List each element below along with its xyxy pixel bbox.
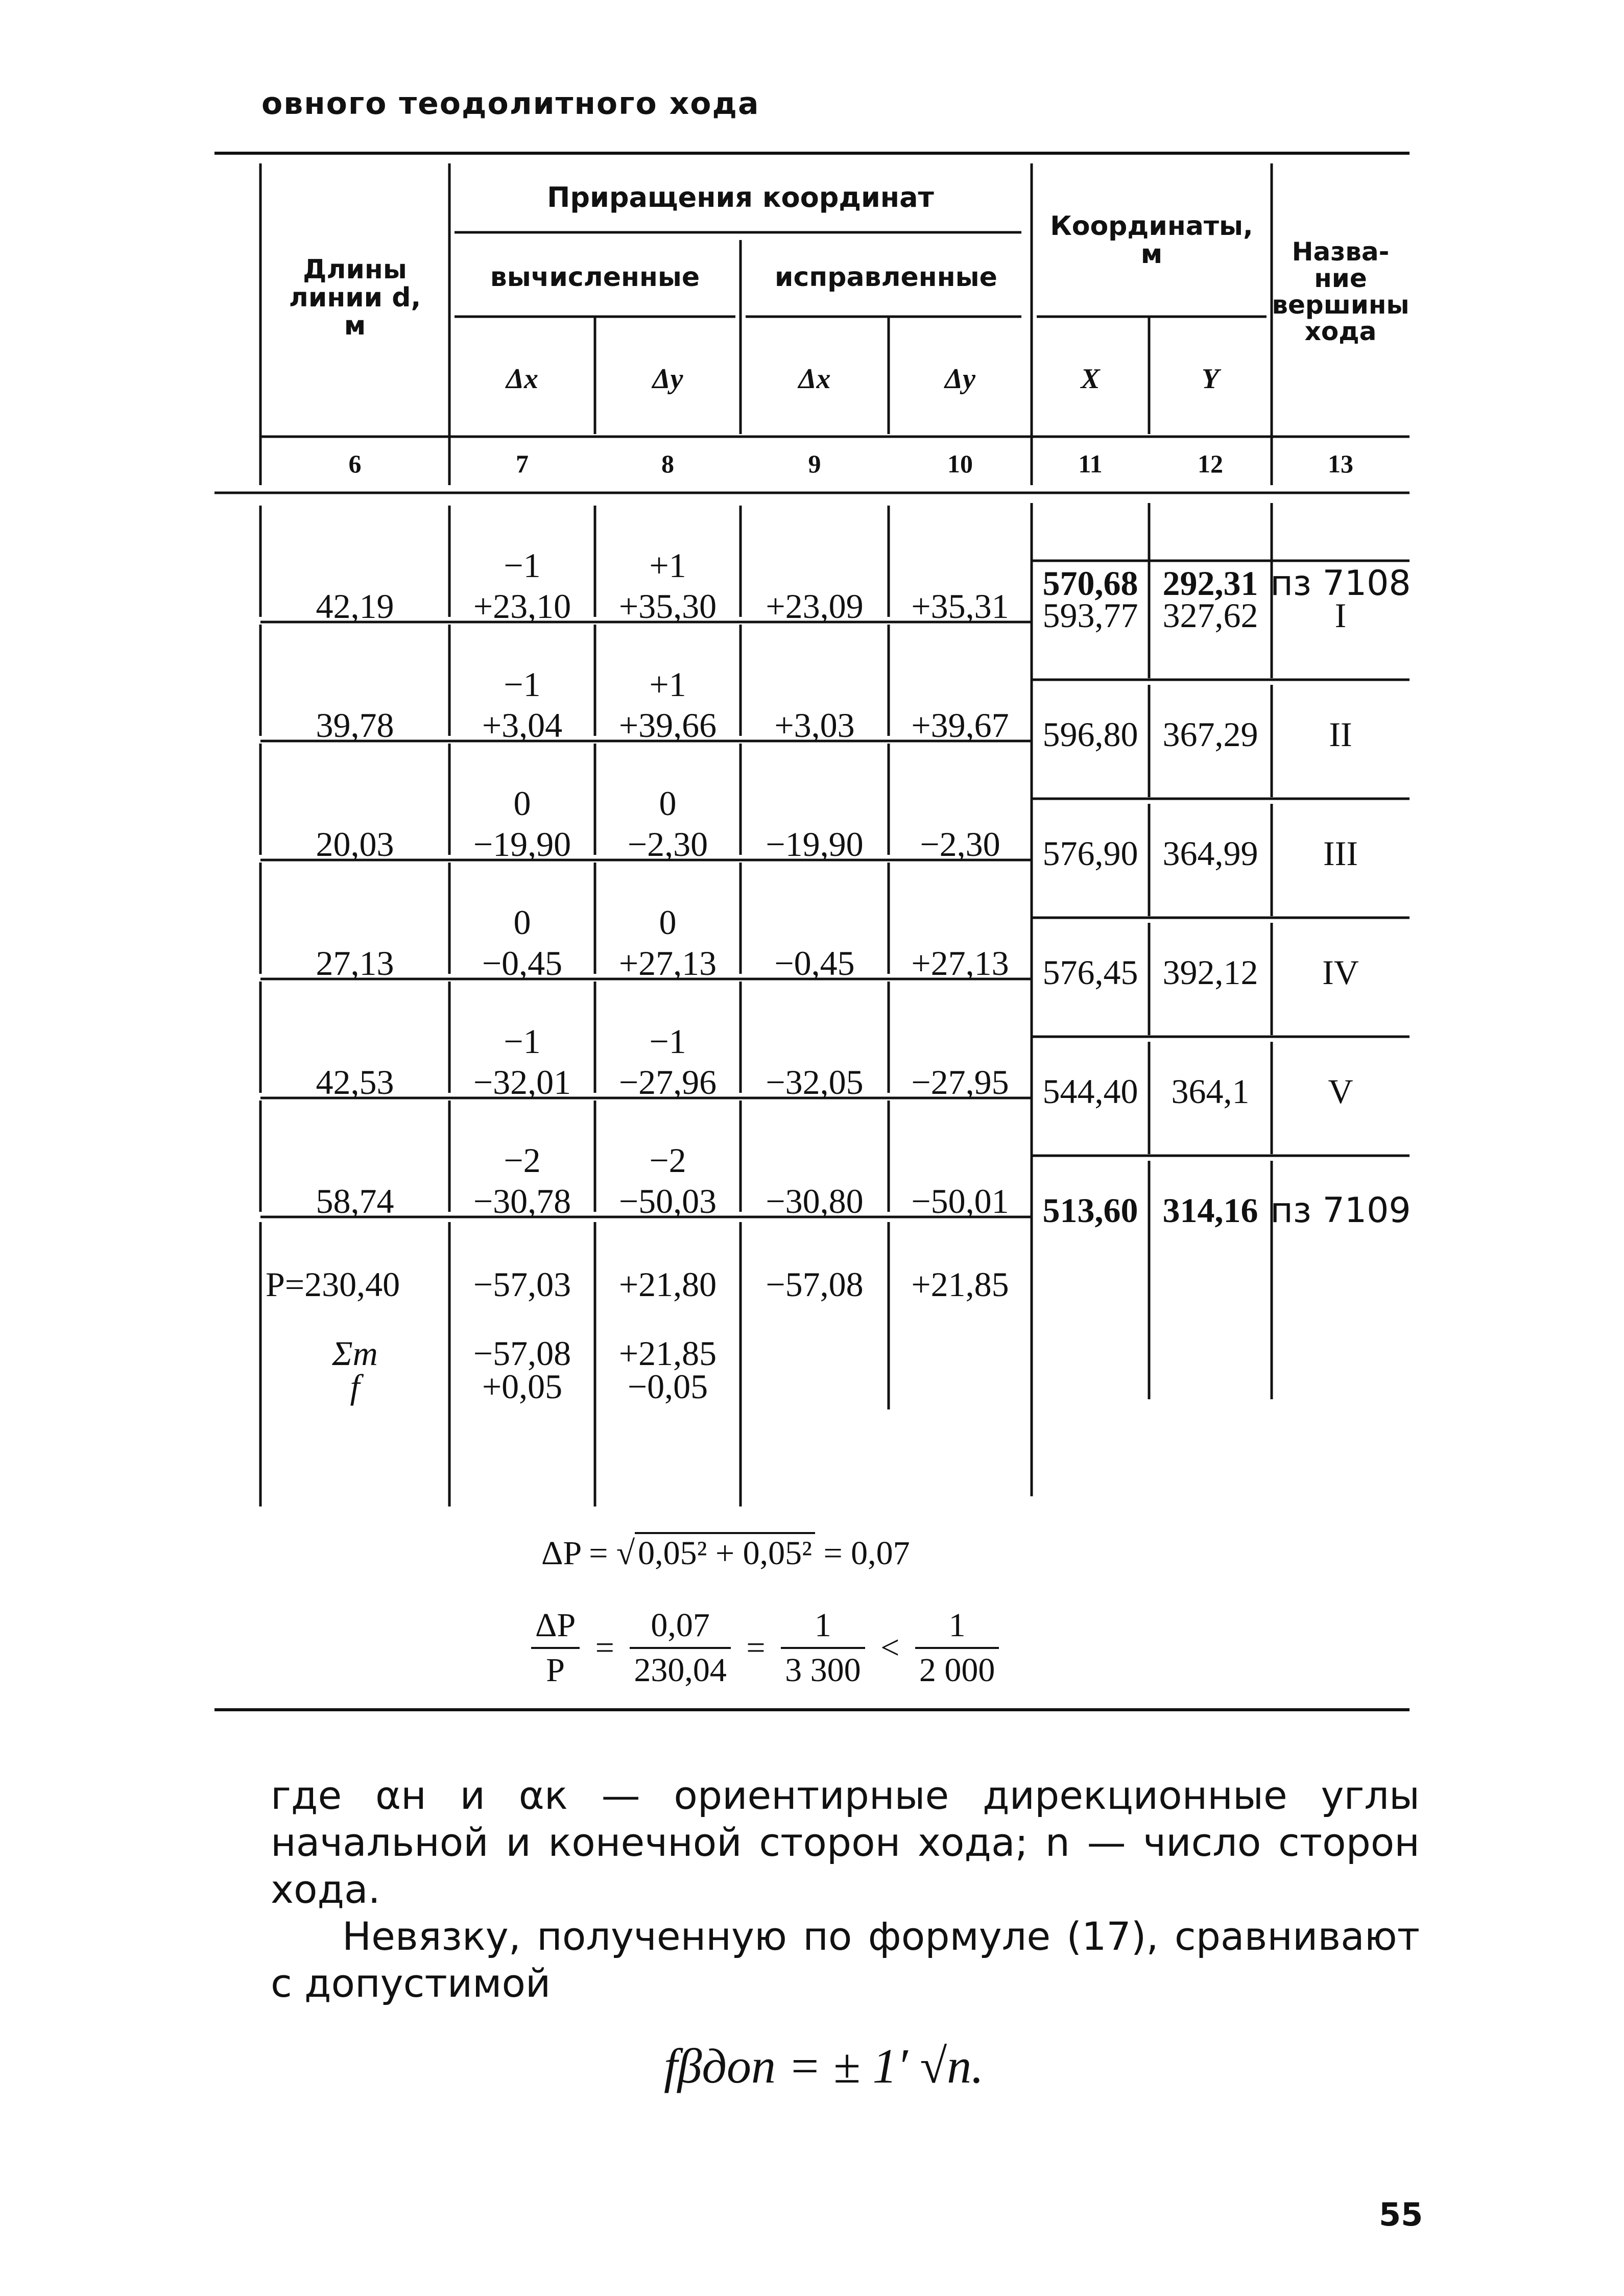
fraction-value [630, 1606, 731, 1690]
misclosure-dy: −0,05 [627, 1367, 708, 1406]
coordinate-y: 364,1 [1171, 1072, 1250, 1111]
dy-corrected: +35,31 [911, 587, 1009, 626]
perimeter: P=230,40 [266, 1265, 400, 1304]
page-title: овного теодолитного хода [261, 86, 760, 122]
sum-theoretical-label: Σт [332, 1334, 378, 1373]
final-formula: fβдоп = ± 1′ √n. [664, 2039, 984, 2093]
dy-correction: +1 [649, 546, 686, 585]
length-value: 58,74 [316, 1182, 394, 1221]
dx-corrected: +3,03 [774, 706, 855, 745]
sum-dy-calculated: +21,80 [618, 1265, 717, 1304]
length-value: 42,19 [316, 587, 394, 626]
fraction-numerator: 0,07 [630, 1606, 731, 1649]
dy-correction: +1 [649, 665, 686, 704]
bottom-rule [214, 1708, 1410, 1711]
length-value: 27,13 [316, 944, 394, 983]
dx-calculated: +23,10 [473, 587, 571, 626]
header-calculated: вычисленные [490, 262, 700, 293]
sum-dx-calculated: −57,03 [473, 1265, 571, 1304]
dy-calculated: −50,03 [618, 1182, 717, 1221]
length-value: 39,78 [316, 706, 394, 745]
vertex-name: V [1328, 1072, 1353, 1111]
fraction-denominator: 2 000 [919, 1652, 995, 1689]
header-dx: Δx [506, 363, 539, 395]
dy-calculated: +39,66 [618, 706, 717, 745]
equals-sign: = [595, 1629, 614, 1666]
dx-correction: −2 [504, 1141, 541, 1180]
vertex-name: пз 7108 [1270, 563, 1411, 604]
sqrt-sign: √ [616, 1535, 635, 1572]
dy-correction: −1 [649, 1022, 686, 1061]
coordinate-x: 570,68 [1042, 564, 1138, 603]
dx-calculated: −19,90 [473, 825, 571, 864]
header-vertex: вершины [1272, 290, 1410, 320]
fraction-dp-p [531, 1606, 580, 1690]
dx-corrected: −32,05 [766, 1063, 864, 1102]
column-number: 6 [348, 449, 362, 478]
dy-corrected: −2,30 [920, 825, 1000, 864]
dy-corrected: +27,13 [911, 944, 1009, 983]
header-dy: Δy [652, 363, 683, 395]
fraction-numerator: 1 [915, 1606, 999, 1649]
column-number: 10 [947, 449, 973, 478]
misclosure-dx: +0,05 [482, 1367, 563, 1406]
coordinate-y: 314,16 [1162, 1191, 1258, 1230]
vertex-name: III [1323, 834, 1358, 873]
dx-correction: 0 [513, 903, 531, 942]
dy-corrected: +39,67 [911, 706, 1009, 745]
dx-correction: −1 [504, 1022, 541, 1061]
fraction-denominator: 230,04 [634, 1652, 727, 1689]
equals-sign: = [746, 1629, 766, 1666]
fraction-relative [781, 1606, 865, 1690]
length-value: 42,53 [316, 1063, 394, 1102]
fraction-allowed [915, 1606, 999, 1690]
column-number: 8 [661, 449, 674, 478]
dx-correction: 0 [513, 784, 531, 823]
coordinate-x: 576,90 [1042, 834, 1138, 873]
paragraph-2: Невязку, полученную по формуле (17), сравнивают с допустимой [271, 1914, 1420, 2006]
dx-corrected: +23,09 [766, 587, 864, 626]
header-dx: Δx [798, 363, 831, 395]
dx-corrected: −0,45 [774, 944, 855, 983]
dy-corrected: −27,95 [911, 1063, 1009, 1102]
dx-corrected: −19,90 [766, 825, 864, 864]
header-coordinates: м [1140, 239, 1163, 270]
header-corrected: исправленные [775, 262, 997, 293]
dy-correction: 0 [659, 784, 677, 823]
formula-delta-p-left: ΔP = [541, 1535, 608, 1572]
dx-corrected: −30,80 [766, 1182, 864, 1221]
dx-correction: −1 [504, 665, 541, 704]
column-number: 9 [808, 449, 821, 478]
header-vertex: хода [1304, 317, 1377, 346]
coordinate-x: 596,80 [1042, 715, 1138, 754]
dx-calculated: −0,45 [482, 944, 563, 983]
dy-calculated: +27,13 [618, 944, 717, 983]
header-lengths: Длины [303, 254, 407, 285]
column-number: 7 [516, 449, 529, 478]
formula-ratio [531, 1606, 999, 1690]
fraction-numerator: ΔP [531, 1606, 580, 1649]
dy-calculated: −2,30 [627, 825, 708, 864]
header-vertex: ние [1314, 264, 1367, 293]
header-lengths: линии d, [289, 282, 421, 313]
coordinate-y: 392,12 [1162, 953, 1258, 992]
dy-calculated: +35,30 [618, 587, 717, 626]
coordinate-y: 292,31 [1162, 564, 1258, 603]
column-number: 12 [1198, 449, 1223, 478]
coordinate-x: 593,77 [1042, 596, 1138, 635]
column-number: 13 [1328, 449, 1353, 478]
header-increments: Приращения координат [547, 181, 934, 213]
header-lengths: м [344, 310, 366, 341]
fraction-numerator: 1 [781, 1606, 865, 1649]
formula-radicand: 0,05² + 0,05² [635, 1532, 815, 1573]
dx-calculated: +3,04 [482, 706, 563, 745]
vertex-name: IV [1322, 953, 1359, 992]
sum-dy-corrected: +21,85 [911, 1265, 1009, 1304]
coordinate-y: 364,99 [1162, 834, 1258, 873]
less-than-sign: < [880, 1629, 900, 1666]
header-y: Y [1201, 363, 1220, 395]
header-dy: Δy [945, 363, 975, 395]
sum-theoretical-dx: −57,08 [473, 1334, 571, 1373]
coordinate-y: 327,62 [1162, 596, 1258, 635]
header-x: X [1081, 363, 1100, 395]
dy-correction: 0 [659, 903, 677, 942]
coordinate-x: 513,60 [1042, 1191, 1138, 1230]
column-number: 11 [1078, 449, 1103, 478]
vertex-name: II [1329, 715, 1352, 754]
length-value: 20,03 [316, 825, 394, 864]
sum-dx-corrected: −57,08 [766, 1265, 864, 1304]
dy-calculated: −27,96 [618, 1063, 717, 1102]
coordinate-x: 576,45 [1042, 953, 1138, 992]
coordinate-y: 367,29 [1162, 715, 1258, 754]
vertex-name: пз 7109 [1270, 1190, 1411, 1231]
fraction-denominator: P [546, 1652, 565, 1689]
vertex-name: I [1334, 596, 1347, 635]
page-number: 55 [1379, 2196, 1423, 2233]
dy-corrected: −50,01 [911, 1182, 1009, 1221]
dx-calculated: −30,78 [473, 1182, 571, 1221]
dx-correction: −1 [504, 546, 541, 585]
paragraph-1: где αн и αк — ориентирные дирекционные углы начальной и конечной сторон хода; n — число сторон хода. [271, 1773, 1420, 1912]
header-coordinates: Координаты, [1050, 211, 1253, 242]
body-text [271, 1772, 1420, 2007]
formula-delta-p [541, 1532, 910, 1573]
formula-delta-p-right: = 0,07 [823, 1535, 910, 1572]
fraction-denominator: 3 300 [785, 1652, 861, 1689]
misclosure-label: f [350, 1367, 360, 1406]
sum-theoretical-dy: +21,85 [618, 1334, 717, 1373]
coordinate-x: 544,40 [1042, 1072, 1138, 1111]
dy-correction: −2 [649, 1141, 686, 1180]
header-vertex: Назва- [1292, 237, 1390, 267]
dx-calculated: −32,01 [473, 1063, 571, 1102]
